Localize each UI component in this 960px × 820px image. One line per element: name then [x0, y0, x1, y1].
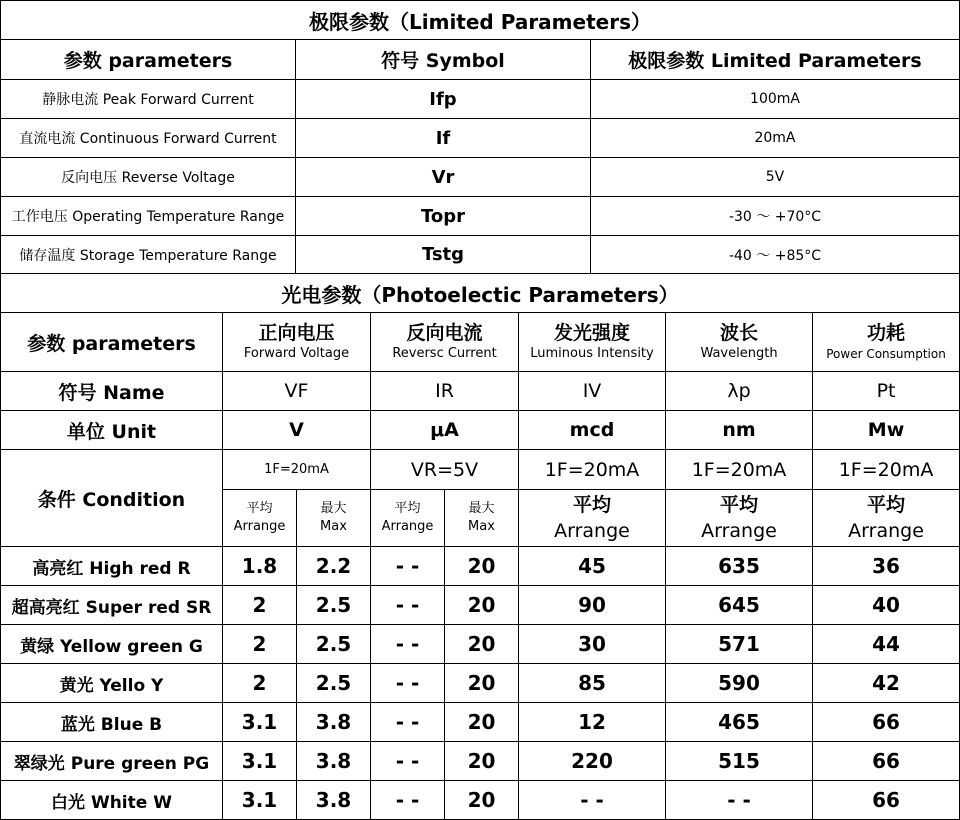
limited-symbol: Vr: [296, 158, 591, 197]
led-row: [1, 742, 960, 781]
limited-row: [1, 80, 960, 119]
col-header-power-consumption: [813, 313, 960, 372]
sub-en: Arrange: [554, 520, 630, 542]
limited-row: [1, 119, 960, 158]
led-name: 高亮红 High red R: [1, 547, 223, 586]
sub-avg: [666, 490, 813, 547]
photo-header-param: 参数 parameters: [1, 313, 223, 372]
led-vf-max: 2.2: [297, 547, 371, 586]
sub-max: [297, 490, 371, 547]
led-vf-avg: 3.1: [223, 742, 297, 781]
limited-value: -30 ～ +70°C: [591, 197, 960, 236]
led-vf-avg: 1.8: [223, 547, 297, 586]
limited-header-symbol: 符号 Symbol: [296, 40, 591, 80]
led-wl: 590: [666, 664, 813, 703]
unit-label: 单位 Unit: [1, 411, 223, 450]
led-row: [1, 781, 960, 820]
limited-header-value: 极限参数 Limited Parameters: [591, 40, 960, 80]
col-header-forward-voltage: [223, 313, 371, 372]
led-row: [1, 625, 960, 664]
sub-cn: 平均: [867, 494, 906, 516]
limited-value: 100mA: [591, 80, 960, 119]
led-vf-max: 3.8: [297, 781, 371, 820]
led-ir-avg: - -: [371, 781, 445, 820]
sub-en: Arrange: [233, 519, 286, 534]
name-value: Pt: [813, 372, 960, 411]
sub-en: Max: [320, 519, 347, 534]
led-vf-max: 2.5: [297, 664, 371, 703]
col-cn: 发光强度: [553, 322, 630, 344]
limited-value: 5V: [591, 158, 960, 197]
limited-param: 工作电压 Operating Temperature Range: [1, 197, 296, 236]
sub-en: Arrange: [701, 520, 777, 542]
led-iv: 220: [519, 742, 666, 781]
col-cn: 功耗: [867, 322, 906, 344]
led-pt: 44: [813, 625, 960, 664]
unit-value: μA: [371, 411, 519, 450]
sub-max: [445, 490, 519, 547]
limited-symbol: Tstg: [296, 236, 591, 274]
sub-en: Arrange: [381, 519, 434, 534]
led-pt: 66: [813, 703, 960, 742]
led-ir-max: 20: [445, 586, 519, 625]
name-label: 符号 Name: [1, 372, 223, 411]
led-vf-avg: 2: [223, 664, 297, 703]
led-row: [1, 664, 960, 703]
photoelectric-parameters-table: [0, 273, 960, 820]
unit-value: Mw: [813, 411, 960, 450]
led-iv: 30: [519, 625, 666, 664]
led-name: 黄光 Yello Y: [1, 664, 223, 703]
led-pt: 66: [813, 742, 960, 781]
limited-symbol: If: [296, 119, 591, 158]
sub-en: Max: [468, 519, 495, 534]
limited-symbol: Topr: [296, 197, 591, 236]
led-row: [1, 547, 960, 586]
led-vf-max: 3.8: [297, 703, 371, 742]
sub-avg: [223, 490, 297, 547]
led-vf-avg: 3.1: [223, 781, 297, 820]
unit-value: mcd: [519, 411, 666, 450]
col-en: Forward Voltage: [243, 346, 350, 361]
col-cn: 波长: [719, 322, 758, 344]
led-ir-avg: - -: [371, 586, 445, 625]
led-wl: 571: [666, 625, 813, 664]
led-ir-max: 20: [445, 781, 519, 820]
col-cn: 反向电流: [406, 322, 483, 344]
sub-en: Arrange: [848, 520, 924, 542]
led-vf-avg: 3.1: [223, 703, 297, 742]
sub-cn: 平均: [572, 494, 611, 516]
led-ir-max: 20: [445, 547, 519, 586]
led-pt: 66: [813, 781, 960, 820]
limited-row: [1, 158, 960, 197]
limited-param: 静脉电流 Peak Forward Current: [1, 80, 296, 119]
limited-value: 20mA: [591, 119, 960, 158]
condition-value: 1F=20mA: [666, 450, 813, 490]
led-name: 白光 White W: [1, 781, 223, 820]
col-header-luminous-intensity: [519, 313, 666, 372]
led-iv: 90: [519, 586, 666, 625]
led-ir-avg: - -: [371, 742, 445, 781]
led-name: 翠绿光 Pure green PG: [1, 742, 223, 781]
col-en: Wavelength: [700, 346, 778, 361]
led-wl: 515: [666, 742, 813, 781]
led-name: 黄绿 Yellow green G: [1, 625, 223, 664]
sub-avg: [813, 490, 960, 547]
limited-parameters-table: [0, 0, 960, 274]
col-en: Reversc Current: [392, 346, 497, 361]
name-value: λp: [666, 372, 813, 411]
condition-row: [1, 450, 960, 490]
limited-symbol: Ifp: [296, 80, 591, 119]
led-row: [1, 703, 960, 742]
led-iv: - -: [519, 781, 666, 820]
led-ir-avg: - -: [371, 547, 445, 586]
sub-avg: [371, 490, 445, 547]
limited-param: 储存温度 Storage Temperature Range: [1, 236, 296, 274]
condition-label: 条件 Condition: [1, 450, 223, 547]
led-ir-max: 20: [445, 625, 519, 664]
condition-value: 1F=20mA: [813, 450, 960, 490]
led-iv: 85: [519, 664, 666, 703]
condition-value: VR=5V: [371, 450, 519, 490]
unit-value: V: [223, 411, 371, 450]
led-wl: - -: [666, 781, 813, 820]
sub-cn: 最大: [320, 501, 347, 516]
led-vf-avg: 2: [223, 586, 297, 625]
led-ir-max: 20: [445, 703, 519, 742]
name-value: IV: [519, 372, 666, 411]
condition-value: 1F=20mA: [223, 450, 371, 490]
led-ir-avg: - -: [371, 664, 445, 703]
col-en: Power Consumption: [826, 347, 946, 361]
condition-value: 1F=20mA: [519, 450, 666, 490]
sub-avg: [519, 490, 666, 547]
led-vf-max: 2.5: [297, 586, 371, 625]
led-ir-avg: - -: [371, 625, 445, 664]
sub-cn: 平均: [246, 501, 273, 516]
led-name: 超高亮红 Super red SR: [1, 586, 223, 625]
led-wl: 635: [666, 547, 813, 586]
limited-param: 反向电压 Reverse Voltage: [1, 158, 296, 197]
unit-row: [1, 411, 960, 450]
led-ir-avg: - -: [371, 703, 445, 742]
led-name: 蓝光 Blue B: [1, 703, 223, 742]
led-iv: 45: [519, 547, 666, 586]
sub-cn: 最大: [468, 501, 495, 516]
led-ir-max: 20: [445, 742, 519, 781]
limited-value: -40 ～ +85°C: [591, 236, 960, 274]
led-iv: 12: [519, 703, 666, 742]
name-row: [1, 372, 960, 411]
sub-cn: 平均: [719, 494, 758, 516]
led-wl: 465: [666, 703, 813, 742]
led-pt: 40: [813, 586, 960, 625]
led-vf-avg: 2: [223, 625, 297, 664]
limited-header-param: 参数 parameters: [1, 40, 296, 80]
col-header-wavelength: [666, 313, 813, 372]
sub-cn: 平均: [394, 501, 421, 516]
col-header-reverse-current: [371, 313, 519, 372]
name-value: IR: [371, 372, 519, 411]
unit-value: nm: [666, 411, 813, 450]
limited-row: [1, 197, 960, 236]
col-en: Luminous Intensity: [530, 346, 654, 361]
led-pt: 42: [813, 664, 960, 703]
led-ir-max: 20: [445, 664, 519, 703]
name-value: VF: [223, 372, 371, 411]
limited-row: [1, 236, 960, 274]
led-pt: 36: [813, 547, 960, 586]
limited-param: 直流电流 Continuous Forward Current: [1, 119, 296, 158]
photo-title: 光电参数（Photoelectic Parameters）: [1, 274, 960, 313]
col-cn: 正向电压: [258, 322, 335, 344]
led-vf-max: 2.5: [297, 625, 371, 664]
led-vf-max: 3.8: [297, 742, 371, 781]
limited-title: 极限参数（Limited Parameters）: [1, 1, 960, 40]
led-wl: 645: [666, 586, 813, 625]
led-row: [1, 586, 960, 625]
